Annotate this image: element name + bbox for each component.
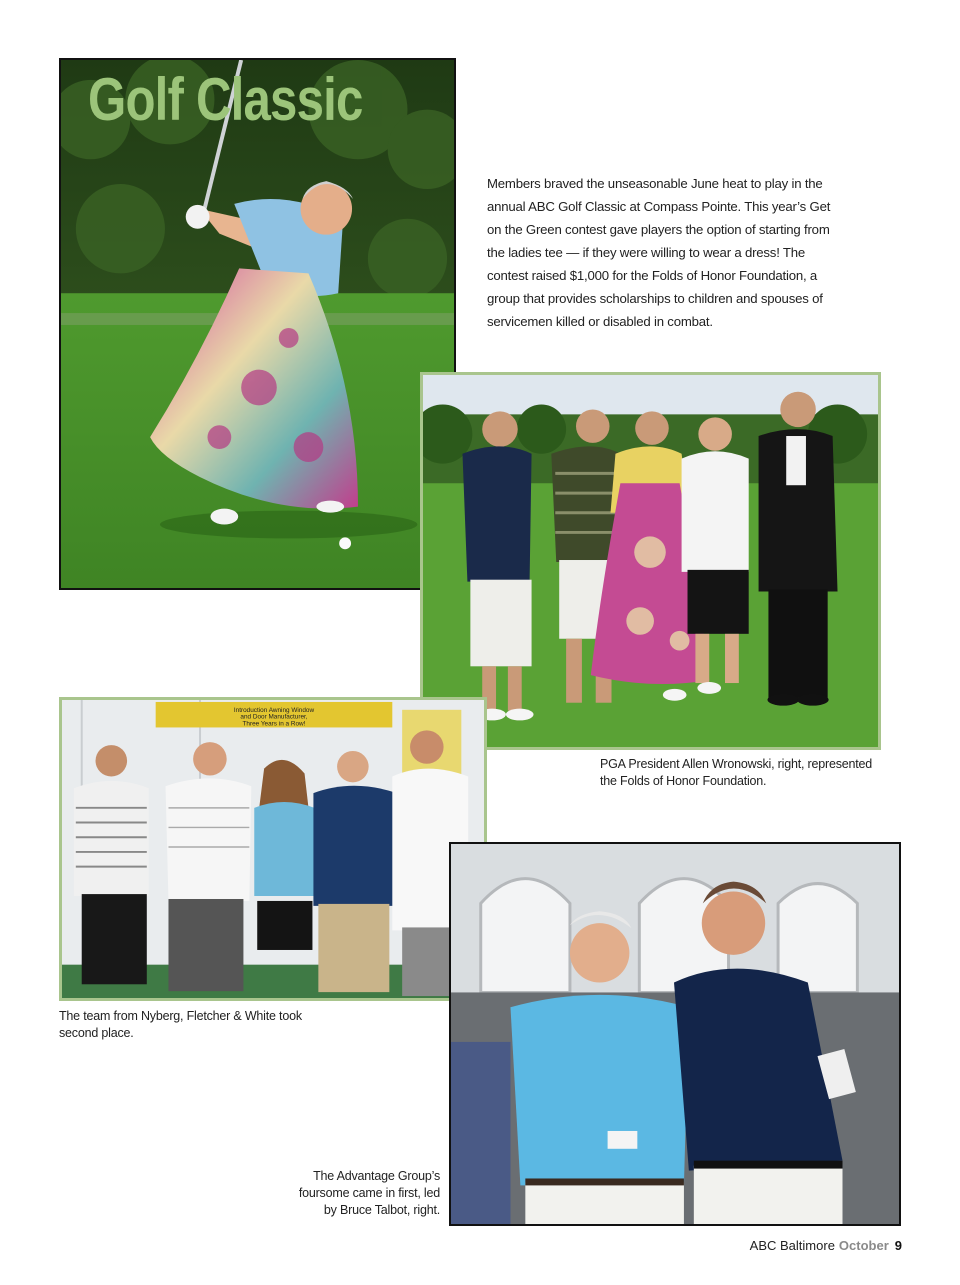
advantage-group-photo [449,842,901,1226]
page-number: 9 [894,1238,902,1253]
issue-month: October [838,1238,889,1253]
page-footer [750,1238,902,1253]
article-title: Golf Classic [88,66,363,133]
article-body: Members braved the unseasonable June heat to play in the annual ABC Golf Classic at Compass Pointe. This year’s Get on the Green contest gave players the option of starting from the ladies tee — if they were willing to wear a dress! The contest raised $1,000 for the Folds of Honor Foundation, a group that provides scholarships to children and spouses of servicemen killed or disabled in combat. [487,176,831,329]
pga-photo-caption: PGA President Allen Wronowski, right, represented the Folds of Honor Foundation. [600,757,873,788]
banner-line2: and Door Manufacturer, [240,713,308,721]
banner-line1: Introduction Awning Window [233,706,315,714]
advantage-photo-caption: The Advantage Group’s foursome came in first, led by Bruce Talbot, right. [298,1169,440,1217]
pga-group-photo [420,372,881,750]
nyberg-team-photo [59,697,487,1001]
banner-line3: Three Years in a Row! [242,720,306,728]
publication-name: ABC Baltimore [749,1238,835,1253]
golfer-swing-photo [59,58,456,590]
team-photo-caption: The team from Nyberg, Fletcher & White took second place. [59,1009,302,1040]
